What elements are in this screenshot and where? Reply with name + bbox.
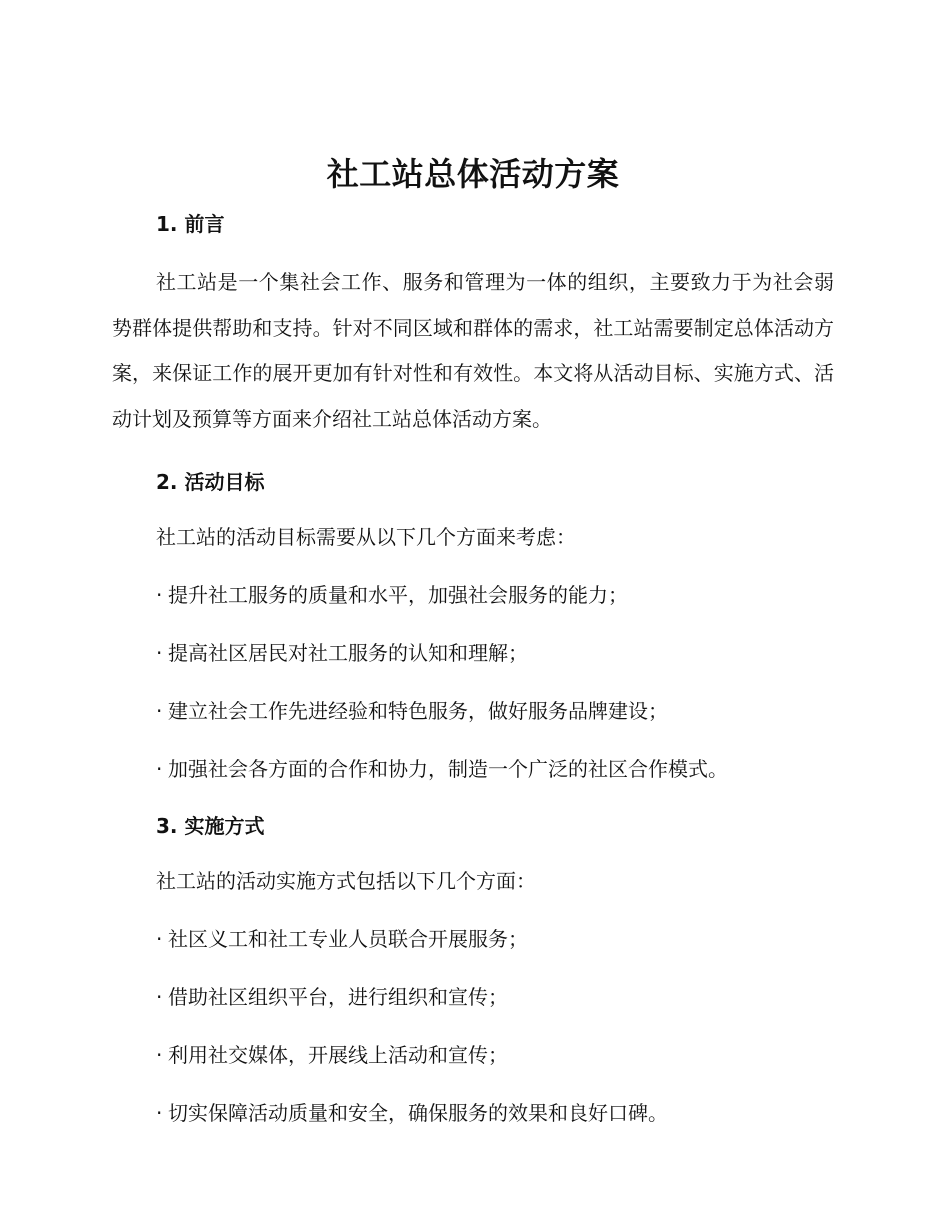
section-heading-implementation: 3. 实施方式 <box>156 814 265 838</box>
bullet-dot-icon: · <box>156 1043 163 1067</box>
goals-list-item <box>112 578 834 612</box>
bullet-dot-icon: · <box>156 927 163 951</box>
goals-lead-text: 社工站的活动目标需要从以下几个方面来考虑： <box>156 525 576 549</box>
implementation-list-item <box>112 1096 834 1130</box>
document-page <box>112 150 834 1130</box>
bullet-dot-icon: · <box>156 985 163 1009</box>
goals-list-item <box>112 752 834 786</box>
implementation-list-item-text: 切实保障活动质量和安全，确保服务的效果和良好口碑。 <box>168 1101 668 1125</box>
goals-list-item-text: 建立社会工作先进经验和特色服务，做好服务品牌建设； <box>168 699 668 723</box>
intro-paragraph: 社工站是一个集社会工作、服务和管理为一体的组织，主要致力于为社会弱势群体提供帮助和支持。针对不同区域和群体的需求，社工站需要制定总体活动方案，来保证工作的展开更加有针对性和有效性。本文将从活动目标、实施方式、活动计划及预算等方面来介绍社工站总体活动方案。 <box>112 270 834 431</box>
goals-list-item-text: 提高社区居民对社工服务的认知和理解； <box>168 641 528 665</box>
goals-list-item <box>112 694 834 728</box>
section-heading-intro: 1. 前言 <box>156 212 225 236</box>
goals-list-item-text: 加强社会各方面的合作和协力，制造一个广泛的社区合作模式。 <box>168 757 728 781</box>
bullet-dot-icon: · <box>156 641 163 665</box>
section-heading-goals: 2. 活动目标 <box>156 470 265 494</box>
implementation-list-item-text: 利用社交媒体，开展线上活动和宣传； <box>168 1043 508 1067</box>
goals-list-item-text: 提升社工服务的质量和水平，加强社会服务的能力； <box>168 583 628 607</box>
bullet-dot-icon: · <box>156 1101 163 1125</box>
implementation-lead-text: 社工站的活动实施方式包括以下几个方面： <box>156 869 536 893</box>
goals-list-item <box>112 636 834 670</box>
bullet-dot-icon: · <box>156 757 163 781</box>
implementation-list-item <box>112 1038 834 1072</box>
implementation-list-item <box>112 980 834 1014</box>
implementation-list-item-text: 借助社区组织平台，进行组织和宣传； <box>168 985 508 1009</box>
bullet-dot-icon: · <box>156 699 163 723</box>
bullet-dot-icon: · <box>156 583 163 607</box>
implementation-list-item-text: 社区义工和社工专业人员联合开展服务； <box>168 927 528 951</box>
implementation-list-item <box>112 922 834 956</box>
document-title: 社工站总体活动方案 <box>326 155 620 193</box>
